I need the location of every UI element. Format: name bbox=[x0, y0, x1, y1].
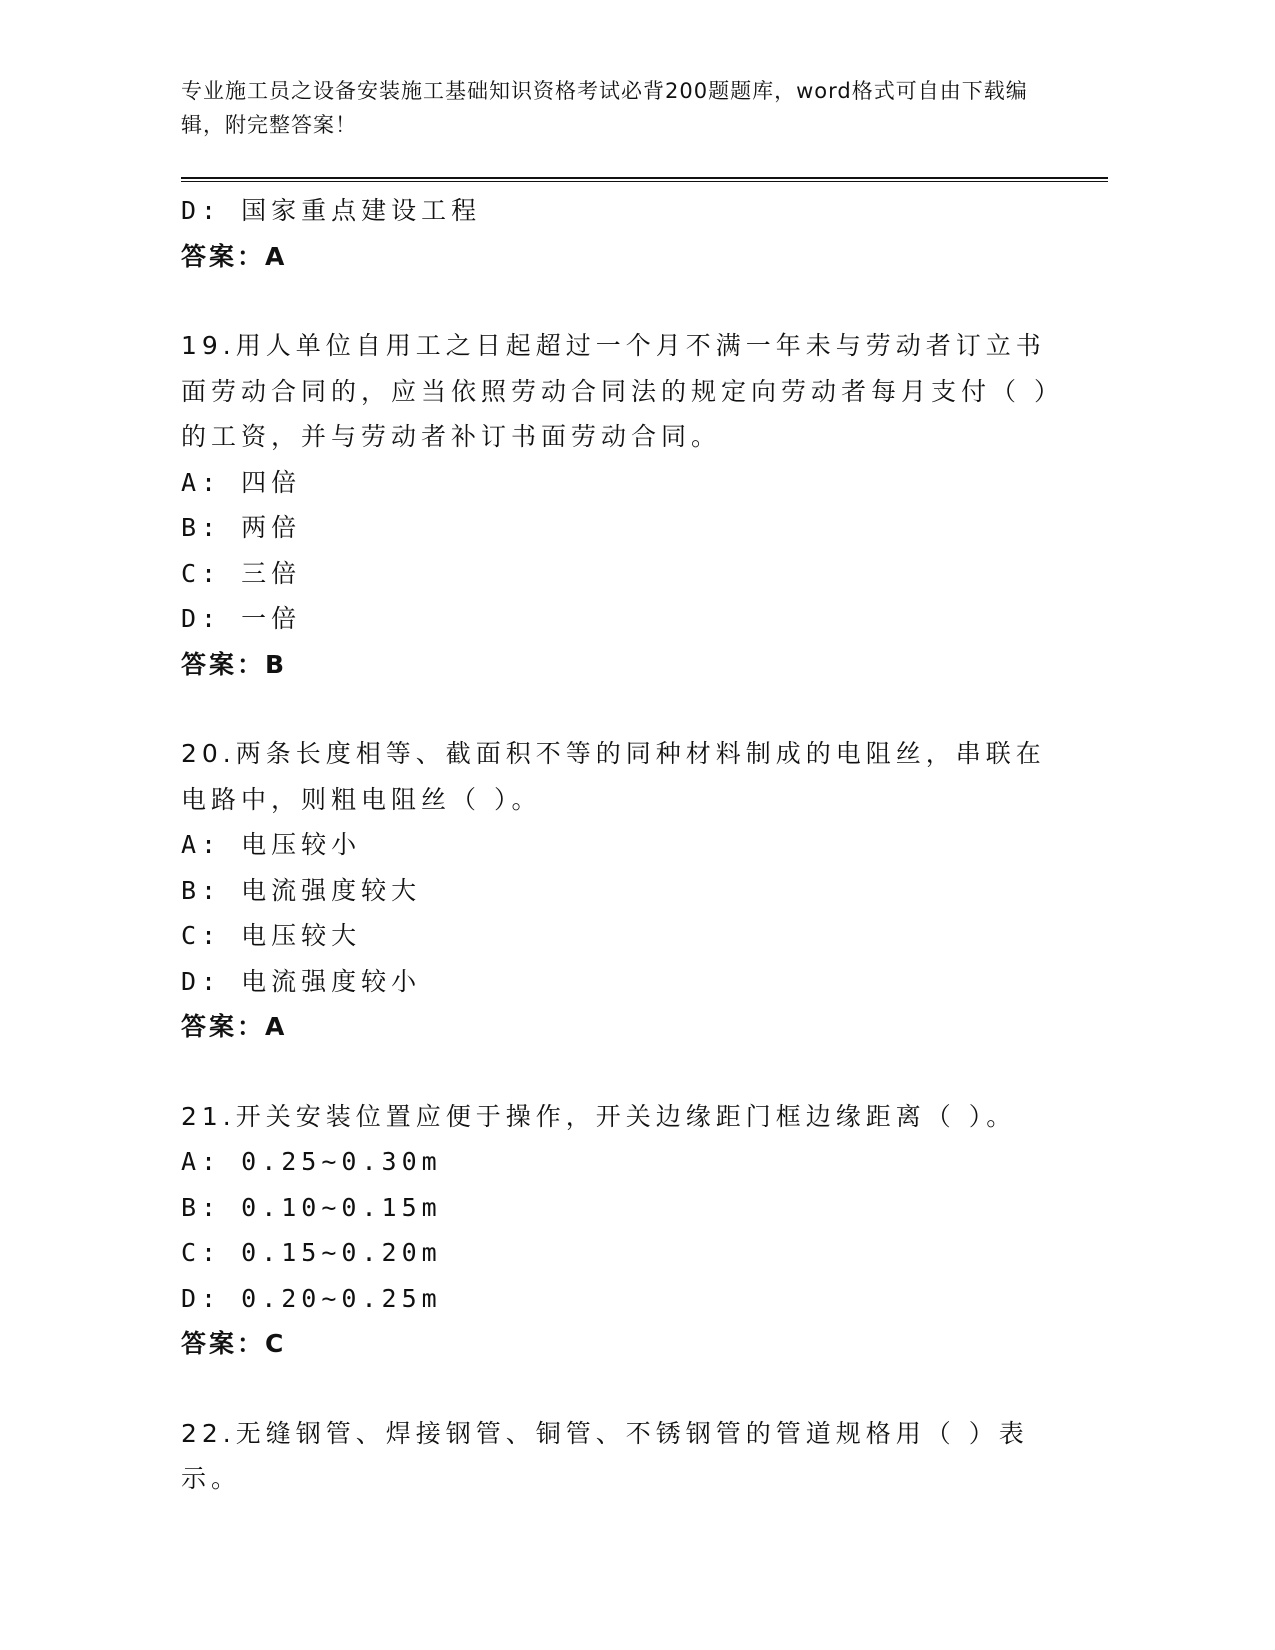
option-b: B: 电流强度较大 bbox=[181, 875, 422, 905]
question-21 bbox=[181, 1094, 1061, 1367]
option-a: A: 电压较小 bbox=[181, 830, 362, 859]
answer-line: 答案：A bbox=[181, 241, 288, 271]
header-divider-thin bbox=[181, 181, 1108, 182]
answer-line: 答案：B bbox=[181, 649, 288, 679]
question-22 bbox=[181, 1411, 1061, 1502]
question-list bbox=[181, 188, 1061, 1502]
question-19 bbox=[181, 323, 1061, 687]
option-c: C: 三倍 bbox=[181, 558, 302, 588]
question-stem: 22.无缝钢管、焊接钢管、铜管、不锈钢管的管道规格用（ ）表示。 bbox=[181, 1418, 1029, 1493]
question-stem: 20.两条长度相等、截面积不等的同种材料制成的电阻丝，串联在电路中，则粗电阻丝（ ）。 bbox=[181, 739, 1046, 814]
question-stem: 19.用人单位自用工之日起超过一个月不满一年未与劳动者订立书面劳动合同的，应当依照劳动合同法的规定向劳动者每月支付（ ）的工资，并与劳动者补订书面劳动合同。 bbox=[181, 331, 1052, 451]
option-a: A: 四倍 bbox=[181, 467, 302, 497]
option-b: B: 0.10~0.15m bbox=[181, 1192, 442, 1222]
question-20 bbox=[181, 731, 1061, 1050]
answer-line: 答案：C bbox=[181, 1329, 287, 1358]
page-header: 专业施工员之设备安装施工基础知识资格考试必背200题题库，word格式可自由下载编辑，附完整答案！ bbox=[181, 79, 1028, 137]
option-c: C: 电压较大 bbox=[181, 921, 362, 950]
question-stem: 21.开关安装位置应便于操作，开关边缘距门框边缘距离（ ）。 bbox=[181, 1101, 1017, 1131]
option-d: D: 国家重点建设工程 bbox=[181, 196, 482, 225]
option-d: D: 电流强度较小 bbox=[181, 966, 422, 996]
header-divider bbox=[181, 177, 1108, 179]
option-b: B: 两倍 bbox=[181, 513, 302, 542]
option-c: C: 0.15~0.20m bbox=[181, 1238, 442, 1267]
answer-line: 答案：A bbox=[181, 1012, 288, 1041]
option-d: D: 0.20~0.25m bbox=[181, 1283, 442, 1313]
option-a: A: 0.25~0.30m bbox=[181, 1147, 442, 1176]
option-d: D: 一倍 bbox=[181, 604, 302, 633]
